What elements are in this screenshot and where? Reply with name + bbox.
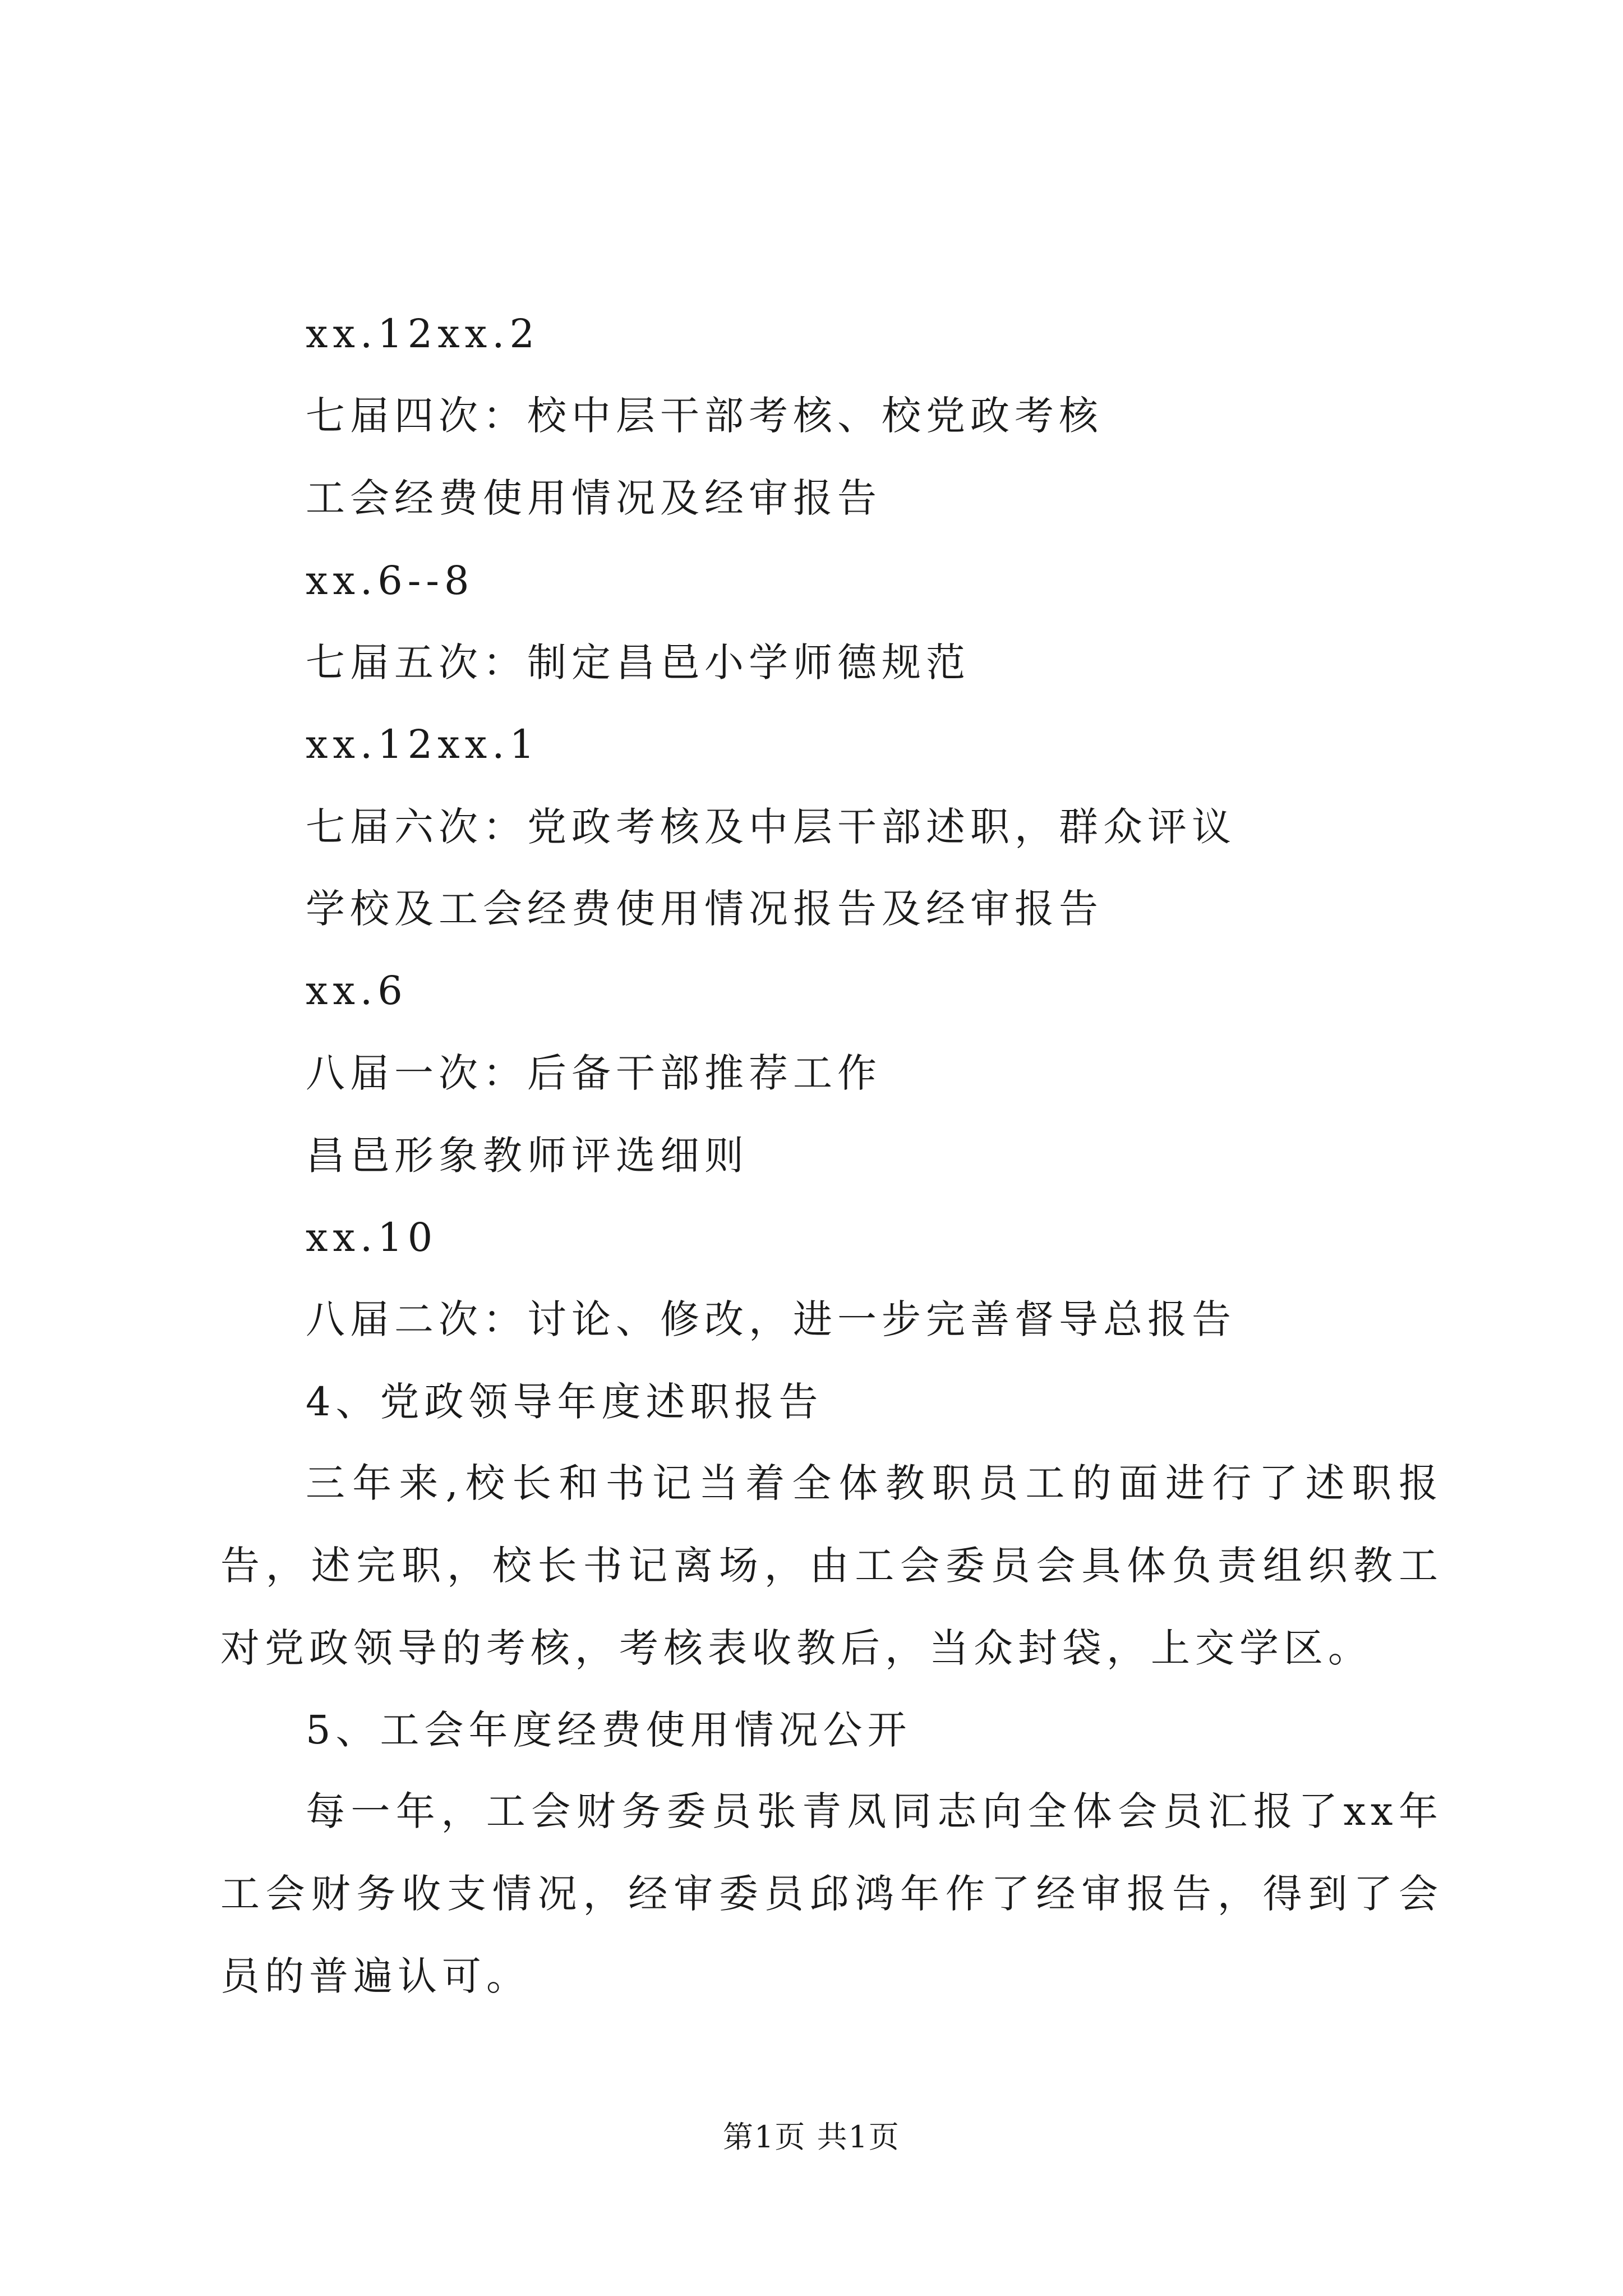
page-footer: 第1页 共1页 <box>723 2119 900 2155</box>
date-line: xx.12xx.2 <box>306 311 540 357</box>
section-heading: 4、党政领导年度述职报告 <box>306 1379 823 1425</box>
date-line: xx.10 <box>306 1214 438 1260</box>
session-line: 八届一次：后备干部推荐工作 <box>306 1050 882 1096</box>
date-line: xx.6 <box>306 968 408 1014</box>
item-line: 工会经费使用情况及经审报告 <box>306 475 882 521</box>
date-line: xx.6--8 <box>306 558 474 604</box>
session-line: 七届六次：党政考核及中层干部述职，群众评议 <box>306 804 1236 850</box>
item-line: 昌邑形象教师评选细则 <box>306 1133 749 1179</box>
session-line: 八届二次：讨论、修改，进一步完善督导总报告 <box>306 1296 1236 1342</box>
item-line: 学校及工会经费使用情况报告及经审报告 <box>306 886 1103 932</box>
date-line: xx.12xx.1 <box>306 721 540 767</box>
session-line: 七届四次：校中层干部考核、校党政考核 <box>306 393 1103 439</box>
body-paragraph: 三年来,校长和书记当着全体教职员工的面进行了述职报告，述完职，校长书记离场，由工会委员会具体负责组织教工对党政领导的考核，考核表收教后，当众封袋，上交学区。 <box>220 1460 1443 1671</box>
body-paragraph: 每一年，工会财务委员张青凤同志向全体会员汇报了xx年工会财务收支情况，经审委员邱鸿年作了经审报告，得到了会员的普遍认可。 <box>220 1788 1443 1999</box>
section-heading: 5、工会年度经费使用情况公开 <box>306 1707 912 1753</box>
session-line: 七届五次：制定昌邑小学师德规范 <box>306 639 970 685</box>
